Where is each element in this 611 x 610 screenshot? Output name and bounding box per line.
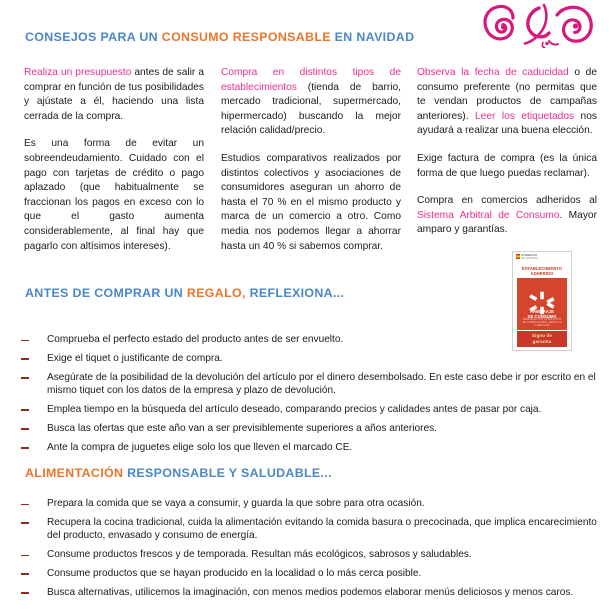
column-caducidad: [417, 66, 597, 238]
list-item-text: Comprueba el perfecto estado del producto antes de ser envuelto.: [47, 334, 344, 345]
dash-marker-icon: [21, 428, 29, 430]
list-item-text: Exige el tiquet o justificante de compra.: [47, 352, 223, 364]
seal-adherido-line-1: ESTABLECIMIENTO: [521, 266, 563, 271]
page-title-part-1: CONSEJOS PARA UN: [25, 30, 162, 44]
seal-arbitraje-line-2: DE CONSUMO: [527, 313, 557, 319]
col3-paragraph-3-start: Compra en comercios adheridos al: [417, 195, 597, 207]
col1-highlight: Realiza un presupuesto: [24, 67, 132, 78]
col3-highlight-caducidad: Observa la fecha de caducidad: [417, 67, 569, 78]
list-item: [18, 516, 598, 543]
seal-arbitraje-line-1: ARBITRAJE: [530, 308, 554, 314]
col1-paragraph-1: [24, 66, 204, 124]
page-title: [25, 30, 414, 44]
list-item: [18, 586, 598, 600]
list-item: [18, 441, 598, 455]
seal-fineprint-line-2: DE FORMA RAPIDA, SENCILLA: [522, 321, 562, 325]
regalo-title-part-3: REFLEXIONA...: [245, 286, 345, 300]
seal-foot-line-1: Signo de: [531, 333, 553, 338]
section-title-alimentacion: [25, 466, 332, 480]
dash-marker-icon: [21, 358, 29, 360]
list-item: [18, 333, 598, 347]
dash-marker-icon: [21, 592, 29, 594]
seal-adherido-line-2: ADHERIDO: [530, 271, 554, 276]
col2-paragraph-2: Estudios comparativos realizados por distintos colectivos y asociaciones de consumidores aseguran un ahorro de hasta el 70 % en el mismo producto y marca de un comercio a otro. Como media nos podemos llegar a ahorrar hasta un 40 % si sabemos comprar.: [221, 152, 401, 252]
seal-header: [513, 252, 571, 266]
seal-body: [517, 278, 567, 330]
page-title-part-2: CONSUMO RESPONSABLE: [161, 30, 331, 44]
col3-paragraph-2: Exige factura de compra (es la única forma de que luego puedas reclamar).: [417, 152, 597, 179]
list-item: [18, 497, 598, 511]
list-item: [18, 371, 598, 398]
dash-marker-icon: [21, 504, 29, 506]
col3-paragraph-1-mid: o de consumo preferente (no permitas que te vendan productos de campañas anteriores).: [417, 67, 597, 122]
seal-fineprint-line-3: Y GRATUITA: [534, 324, 550, 328]
list-item: [18, 403, 598, 417]
list-regalo: [18, 333, 598, 454]
dash-marker-icon: [21, 522, 29, 524]
col3-paragraph-1-end: nos ayudará a realizar una buena elección.: [417, 110, 597, 137]
list-item-text: Prepara la comida que se vaya a consumir, y guarda la que sobre para otra ocasión.: [47, 498, 425, 509]
seal-adherido-label: [513, 266, 571, 278]
seal-fineprint: [520, 318, 564, 328]
list-item-text: Emplea tiempo en la búsqueda del artículo deseado, comparando precios y calidades antes de pasar por caja.: [47, 403, 542, 415]
regalo-title-part-2: REGALO,: [186, 286, 246, 300]
dash-marker-icon: [21, 555, 29, 557]
col3-paragraph-3: [417, 194, 597, 238]
dash-marker-icon: [21, 447, 29, 449]
column-presupuesto: [24, 66, 204, 254]
seal-fineprint-line-1: RESUELVE TUS CONFLICTOS: [522, 317, 562, 321]
list-item: [18, 567, 598, 581]
list-item-text: Busca alternativas, utilicemos la imaginación, con menos medios podemos elaborar menús deliciosos y menos caros.: [47, 586, 574, 598]
list-item-text: Consume productos que se hayan producido en la localidad o lo más cerca posible.: [47, 567, 422, 579]
col2-paragraph-1-rest: (tienda de barrio, mercado tradicional, supermercado, hipermercado) buscando la mejor relación calidad/precio.: [221, 81, 401, 137]
dash-marker-icon: [21, 340, 29, 342]
section-title-regalo: [25, 286, 344, 300]
seal-mini-line-1: GOBIERNO: [521, 253, 538, 257]
list-item: [18, 422, 598, 436]
list-item: [18, 548, 598, 562]
col1-paragraph-1-rest: antes de salir a comprar en función de tus posibilidades y ajústate a él, haciendo una lista cerrada de la compra.: [24, 67, 204, 122]
seal-government-label: [521, 254, 569, 261]
three-column-body: [0, 66, 611, 281]
alimentacion-title-part-2: RESPONSABLE Y SALUDABLE...: [127, 466, 332, 480]
seal-foot-line-2: garantía: [532, 339, 552, 344]
floral-swirl-ornament: [481, 2, 609, 48]
list-item-text: Ante la compra de juguetes elige solo los que lleven el marcado CE.: [47, 441, 353, 453]
col3-highlight-etiquetados: Leer los etiquetados: [475, 110, 575, 122]
col1-paragraph-2: Es una forma de evitar un sobreendeudamiento. Cuidado con el pago con tarjetas de crédito o pago aplazado (que habitualmente se fraccionan los pagos en exceso con lo que el gasto aumenta considerablemente, al final hay que pagarlo con altísimos intereses).: [24, 138, 204, 252]
dash-marker-icon: [21, 573, 29, 575]
col3-highlight-arbitral: Sistema Arbitral de Consumo: [417, 209, 560, 221]
seal-mini-line-2: DE ESPAÑA: [521, 256, 538, 261]
list-item-text: Asegúrate de la posibilidad de la devolución del artículo por el dinero desembolsado. En este caso debe ir por escrito en el mismo tiquet con los datos de la empresa y plazo de devolución.: [47, 371, 596, 397]
list-item: [18, 352, 598, 366]
column-establecimientos: [221, 66, 401, 254]
alimentacion-title-part-1: ALIMENTACIÓN: [25, 466, 128, 480]
list-item-text: Recupera la cocina tradicional, cuida la alimentación evitando la comida basura o precocinada, que implica encarecimiento del producto, envasado y consumo de energía.: [47, 516, 597, 542]
col3-paragraph-3-end: . Mayor amparo y garantías.: [417, 209, 597, 236]
dash-marker-icon: [21, 377, 29, 379]
spain-flag-icon: [516, 254, 520, 259]
col2-highlight: Compra en distintos tipos de establecimientos: [221, 67, 401, 93]
regalo-title-part-1: ANTES DE COMPRAR UN: [25, 286, 187, 300]
dash-marker-icon: [21, 409, 29, 411]
col3-paragraph-1: [417, 66, 597, 139]
list-item-text: Busca las ofertas que este año van a ser previsiblemente superiores a años anteriores.: [47, 422, 437, 434]
list-alimentacion: [18, 497, 598, 599]
page-title-part-3: EN NAVIDAD: [330, 30, 415, 44]
list-item-text: Consume productos frescos y de temporada. Resultan más ecológicos, sabrosos y saludables.: [47, 549, 472, 561]
col2-paragraph-1: [221, 66, 401, 139]
